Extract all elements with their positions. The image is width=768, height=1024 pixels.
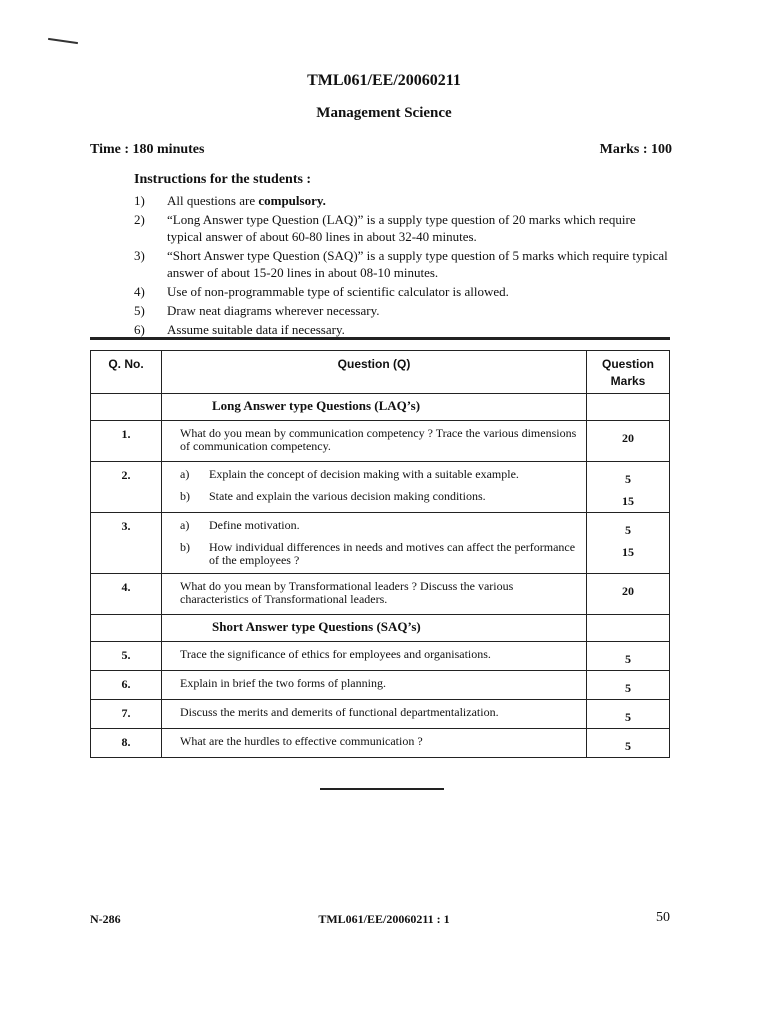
question-text: Discuss the merits and demerits of functional departmentalization.	[162, 700, 587, 729]
instruction-text: “Short Answer type Question (SAQ)” is a supply type question of 5 marks which require typical answer of about 15-20 lines in about 08-10 minutes.	[167, 248, 668, 280]
instruction-number: 1)	[134, 193, 145, 208]
header-question: Question (Q)	[162, 351, 587, 394]
table-row	[91, 700, 670, 729]
question-text: Trace the significance of ethics for employees and organisations.	[162, 642, 587, 671]
question-text: What do you mean by Transformational leaders ? Discuss the various characteristics of Transformational leaders.	[162, 574, 587, 615]
section-title-saq: Short Answer type Questions (SAQ’s)	[162, 615, 587, 642]
table-row	[91, 671, 670, 700]
instruction-item	[134, 283, 674, 300]
footer-code: TML061/EE/20060211 : 1	[318, 912, 450, 926]
instruction-text: All questions are compulsory.	[167, 193, 326, 208]
instruction-item	[134, 302, 674, 319]
sub-marks: 5	[625, 472, 631, 486]
instruction-item	[134, 211, 674, 245]
instruction-text: “Long Answer type Question (LAQ)” is a supply type question of 20 marks which require typical answer of about 60-80 lines in about 32-40 minutes.	[167, 212, 636, 244]
question-table	[90, 350, 670, 758]
header-qno: Q. No.	[91, 351, 162, 394]
sub-label: a)	[180, 518, 190, 532]
table-row	[91, 462, 670, 513]
emphasis-compulsory: compulsory.	[258, 193, 326, 208]
question-number: 3.	[91, 513, 162, 574]
question-number: 8.	[91, 729, 162, 758]
instruction-number: 2)	[134, 212, 145, 227]
question-number: 7.	[91, 700, 162, 729]
question-text: Explain in brief the two forms of planning.	[162, 671, 587, 700]
question-marks: 5	[587, 642, 670, 671]
sub-text: State and explain the various decision making conditions.	[209, 489, 486, 503]
table-row	[91, 513, 670, 574]
instruction-text: Use of non-programmable type of scientific calculator is allowed.	[167, 284, 509, 299]
time-allowed: Time : 180 minutes	[90, 142, 205, 157]
sub-question	[180, 519, 578, 532]
question-number: 6.	[91, 671, 162, 700]
end-rule	[320, 788, 444, 790]
instructions-title: Instructions for the students :	[134, 172, 312, 187]
sub-label: a)	[180, 467, 190, 481]
sub-text: How individual differences in needs and motives can affect the performance of the employees ?	[209, 540, 576, 567]
table-header-row	[91, 351, 670, 394]
sub-marks: 15	[622, 545, 634, 559]
question-marks: 20	[587, 574, 670, 615]
instruction-number: 5)	[134, 303, 145, 318]
instruction-number: 3)	[134, 248, 145, 263]
question-marks: 20	[587, 421, 670, 462]
sub-marks: 15	[622, 494, 634, 508]
instruction-number: 4)	[134, 284, 145, 299]
question-text	[162, 513, 587, 574]
scan-artifact	[48, 38, 78, 44]
question-number: 1.	[91, 421, 162, 462]
instruction-text: Assume suitable data if necessary.	[167, 322, 345, 337]
instruction-text: Draw neat diagrams wherever necessary.	[167, 303, 380, 318]
question-marks: 5	[587, 700, 670, 729]
sub-question	[180, 541, 578, 567]
page-number: 50	[656, 910, 670, 925]
question-text	[162, 462, 587, 513]
footer-paper-number: N-286	[90, 912, 121, 926]
table-row	[91, 729, 670, 758]
sub-question	[180, 490, 578, 503]
table-row	[91, 574, 670, 615]
question-marks	[587, 462, 670, 513]
question-marks	[587, 513, 670, 574]
question-number: 4.	[91, 574, 162, 615]
section-row-saq	[91, 615, 670, 642]
subject-title: Management Science	[316, 105, 452, 121]
instructions-list	[134, 192, 674, 340]
question-marks: 5	[587, 671, 670, 700]
instruction-number: 6)	[134, 322, 145, 337]
question-text: What are the hurdles to effective communication ?	[162, 729, 587, 758]
total-marks: Marks : 100	[599, 142, 672, 157]
sub-label: b)	[180, 489, 190, 503]
table-row	[91, 642, 670, 671]
instruction-item	[134, 247, 674, 281]
header-marks	[587, 351, 670, 394]
sub-text: Explain the concept of decision making with a suitable example.	[209, 467, 519, 481]
question-marks: 5	[587, 729, 670, 758]
question-number: 5.	[91, 642, 162, 671]
table-row	[91, 421, 670, 462]
sub-label: b)	[180, 540, 190, 554]
question-number: 2.	[91, 462, 162, 513]
section-row-laq	[91, 394, 670, 421]
sub-question	[180, 468, 578, 481]
header-marks-line1: Question	[601, 357, 654, 371]
header-marks-line2: Marks	[610, 374, 646, 388]
sub-text: Define motivation.	[209, 518, 300, 532]
instruction-item	[134, 321, 674, 338]
header-rule	[90, 337, 670, 340]
instruction-item	[134, 192, 674, 209]
paper-code: TML061/EE/20060211	[307, 72, 461, 89]
question-text: What do you mean by communication competency ? Trace the various dimensions of communication competency.	[162, 421, 587, 462]
section-title-laq: Long Answer type Questions (LAQ’s)	[162, 394, 587, 421]
sub-marks: 5	[625, 523, 631, 537]
